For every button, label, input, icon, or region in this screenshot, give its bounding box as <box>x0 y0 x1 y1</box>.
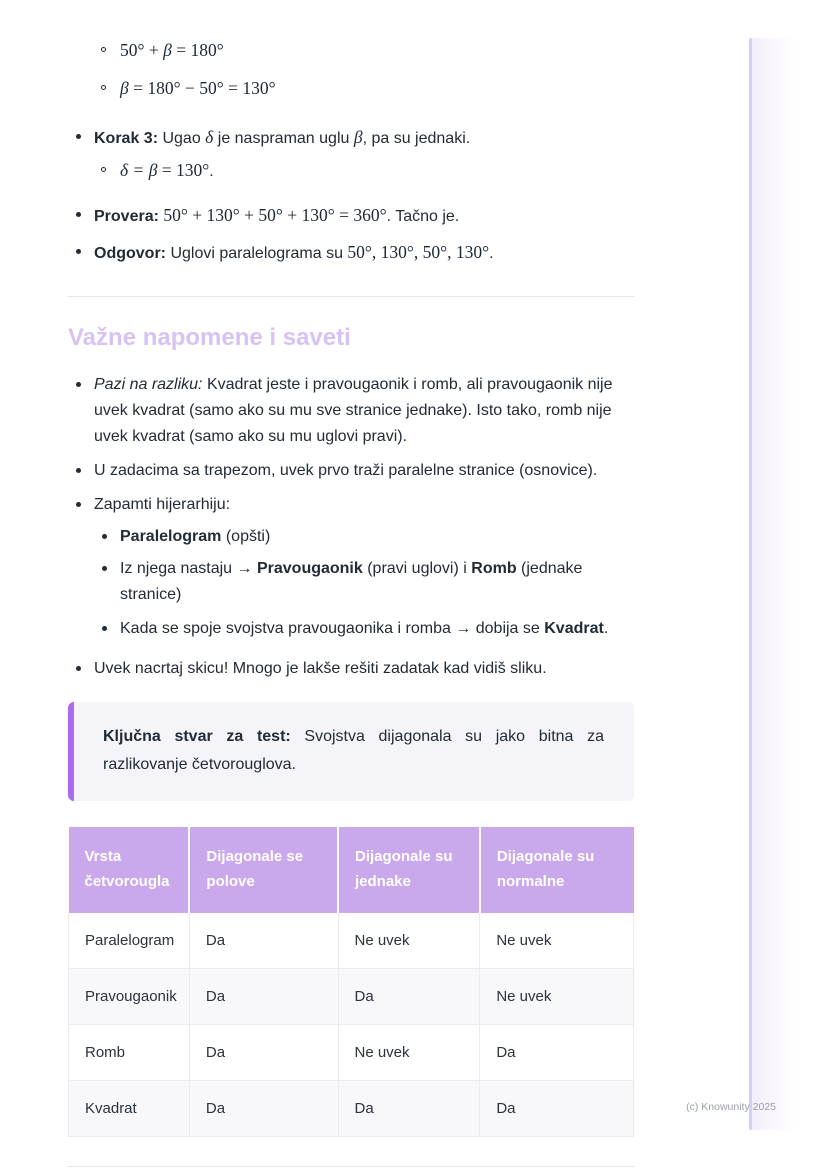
list-text: . <box>603 620 609 637</box>
list-text: Kvadrat jeste i pravougaonik i romb, ali pravougaonik nije uvek kvadrat (samo ako su mu sve stranice jednake). Isto tako, romb nije uvek kvadrat (samo ako su mu uglovi pravi). <box>94 376 613 445</box>
list-text: (pravi uglovi) i <box>362 560 472 577</box>
bullet-icon <box>102 566 107 571</box>
bullet-icon <box>76 134 81 139</box>
math-expression: 50° + <box>120 40 164 60</box>
bullet-icon <box>76 382 81 387</box>
list-text: Uvek nacrtaj skicu! Mnogo je lakše rešiti zadatak kad vidiš sliku. <box>94 660 547 677</box>
document-page <box>68 0 634 1167</box>
math-step-item <box>68 160 634 182</box>
math-variable: β <box>120 78 129 98</box>
table-cell: Da <box>189 1081 338 1137</box>
table-row <box>69 1081 634 1137</box>
math-expression: 50° + 130° + 50° + 130° = 360° <box>163 205 387 225</box>
step-label: Provera: <box>94 208 159 225</box>
term-label: Pravougaonik <box>256 560 363 577</box>
section-title: Važne napomene i saveti <box>68 324 351 351</box>
list-item-odgovor <box>68 239 634 267</box>
table-header-cell: Vrsta četvorougla <box>69 827 190 913</box>
circle-bullet-icon <box>101 47 106 52</box>
bullet-icon <box>76 666 81 671</box>
emphasis-label: Pazi na razliku: <box>94 376 203 393</box>
term-label: Romb <box>471 560 517 577</box>
table-cell: Da <box>480 1081 634 1137</box>
table-cell: Da <box>338 1081 480 1137</box>
step-text: . <box>489 245 494 262</box>
math-expression: 50°, 130°, 50°, 130° <box>347 242 490 262</box>
bullet-icon <box>76 249 81 254</box>
math-variable: β <box>163 40 172 60</box>
table-cell: Da <box>189 969 338 1025</box>
step-text: . <box>209 163 214 180</box>
table-cell: Ne uvek <box>480 913 634 969</box>
list-text: U zadacima sa trapezom, uvek prvo traži paralelne stranice (osnovice). <box>94 462 598 479</box>
table-cell: Ne uvek <box>338 913 480 969</box>
math-variable: β <box>353 127 363 147</box>
nested-list-item <box>68 616 634 642</box>
table-cell: Paralelogram <box>69 913 190 969</box>
table-row <box>69 913 634 969</box>
callout-text <box>103 723 604 779</box>
bullet-icon <box>76 212 81 217</box>
bullet-icon <box>76 502 81 507</box>
bullet-icon <box>76 468 81 473</box>
list-text: Kada se spoje svojstva pravougaonika i romba → dobija se <box>120 620 545 637</box>
page-edge-line <box>749 38 752 1130</box>
term-label: Paralelogram <box>120 528 222 545</box>
table-header-cell: Dijagonale se polove <box>189 827 338 913</box>
bottom-divider <box>68 1166 634 1167</box>
table-cell: Da <box>338 969 480 1025</box>
nested-list-item <box>68 524 634 550</box>
circle-bullet-icon <box>101 85 106 90</box>
list-text: Iz njega nastaju → <box>120 560 257 577</box>
step-text: je naspraman uglu <box>213 130 354 147</box>
table-header-cell: Dijagonale su normalne <box>480 827 634 913</box>
step-text: , pa su jednaki. <box>362 130 471 147</box>
callout-label: Ključna stvar za test: <box>103 728 291 745</box>
step-label: Odgovor: <box>94 245 166 262</box>
callout-body: Svojstva dijagonala su jako bitna za razlikovanje četvorouglova. <box>103 728 605 773</box>
math-step-item <box>68 40 634 62</box>
table-header-row <box>69 827 634 913</box>
list-text: (opšti) <box>221 528 271 545</box>
math-expression: = 130° <box>157 160 210 180</box>
list-text: Zapamti hijerarhiju: <box>94 496 231 513</box>
table-row <box>69 1025 634 1081</box>
term-label: Kvadrat <box>544 620 604 637</box>
table-header-cell: Dijagonale su jednake <box>338 827 480 913</box>
table-cell: Da <box>480 1025 634 1081</box>
bullet-icon <box>102 626 107 631</box>
table-cell: Ne uvek <box>338 1025 480 1081</box>
list-item-korak3 <box>68 124 634 152</box>
diagonals-table <box>68 827 634 1137</box>
math-step-item <box>68 78 634 100</box>
page-edge-shade <box>752 38 796 1130</box>
math-expression: = 180° − 50° = 130° <box>128 78 276 98</box>
copyright-note: (c) Knowunity 2025 <box>686 1101 776 1113</box>
step-label: Korak 3: <box>94 130 159 147</box>
bullet-icon <box>102 534 107 539</box>
nested-list-item <box>68 556 634 608</box>
list-item-provera <box>68 202 634 230</box>
math-variable: δ <box>205 127 214 147</box>
callout-box <box>68 702 634 801</box>
math-variable: δ = β <box>120 160 158 180</box>
list-item-hijerarhija <box>68 492 634 518</box>
list-item-trapez <box>68 458 634 484</box>
list-item-pazi <box>68 372 634 450</box>
step-text: Ugao <box>158 130 206 147</box>
table-row <box>69 969 634 1025</box>
table-cell: Romb <box>69 1025 190 1081</box>
table-cell: Da <box>189 1025 338 1081</box>
table-cell: Ne uvek <box>480 969 634 1025</box>
section-divider <box>68 296 634 297</box>
table-cell: Kvadrat <box>69 1081 190 1137</box>
table-cell: Pravougaonik <box>69 969 190 1025</box>
step-text: . Tačno je. <box>386 208 460 225</box>
circle-bullet-icon <box>101 167 106 172</box>
table-cell: Da <box>189 913 338 969</box>
step-text: Uglovi paralelograma su <box>166 245 348 262</box>
list-text: (jednake stranice) <box>120 560 583 603</box>
math-expression: = 180° <box>171 40 224 60</box>
list-item-skica <box>68 656 634 682</box>
